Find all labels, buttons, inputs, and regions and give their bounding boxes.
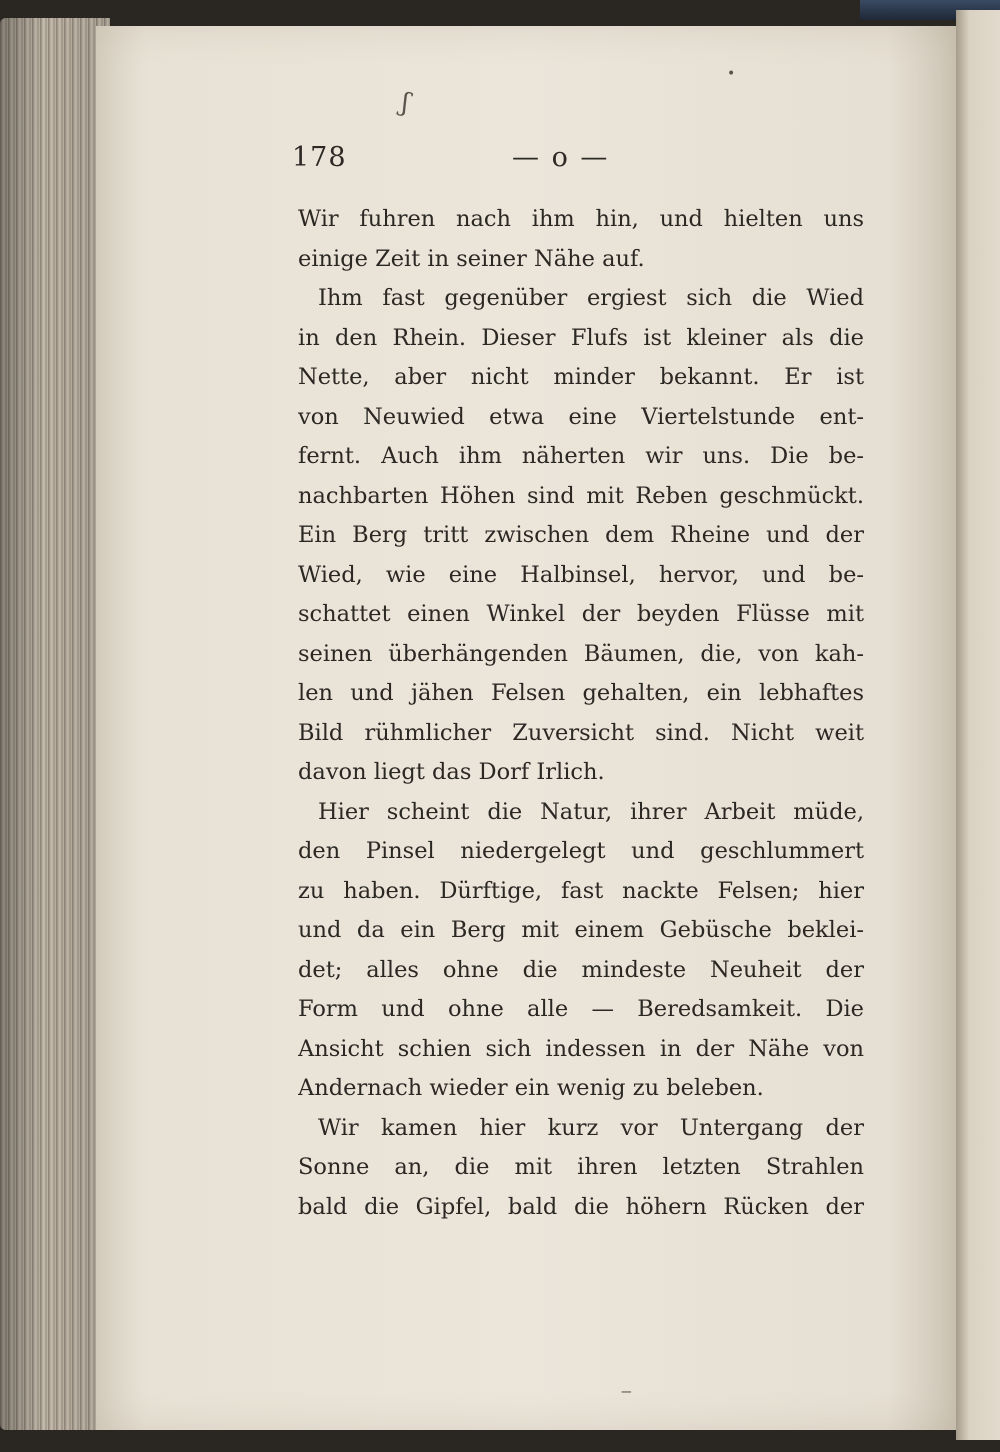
- text-line: Wied, wie eine Halbinsel, hervor, und be-: [298, 561, 864, 588]
- text-line: und da ein Berg mit einem Gebüsche beklei-: [298, 917, 864, 943]
- text-line: Wir fuhren nach ihm hin, und hielten uns: [298, 206, 864, 232]
- text-line: Wir kamen hier kurz vor Untergang der: [318, 1114, 864, 1141]
- page-edges-shadow: [0, 18, 110, 1430]
- text-line: bald die Gipfel, bald die höhern Rücken der: [298, 1193, 864, 1220]
- ink-mark: ʃ: [398, 87, 413, 119]
- body-text: [298, 200, 864, 1227]
- paragraph-3: [298, 793, 864, 1109]
- text-line: seinen überhängenden Bäumen, die, von kah-: [298, 640, 864, 667]
- text-line: schattet einen Winkel der beyden Flüsse mit: [298, 601, 864, 627]
- text-line: Ein Berg tritt zwischen dem Rheine und der: [298, 522, 864, 548]
- text-line: den Pinsel niedergelegt und geschlummert: [298, 838, 864, 864]
- paragraph-4: [298, 1109, 864, 1228]
- text-line: Hier scheint die Natur, ihrer Arbeit müde,: [318, 798, 864, 825]
- text-line: einige Zeit in seiner Nähe auf.: [298, 245, 645, 272]
- text-line: Bild rühmlicher Zuversicht sind. Nicht weit: [298, 719, 864, 746]
- text-line: Andernach wieder ein wenig zu beleben.: [298, 1075, 764, 1101]
- text-line: Ihm fast gegenüber ergiest sich die Wied: [318, 285, 864, 311]
- text-line: davon liegt das Dorf Irlich.: [298, 759, 605, 785]
- text-line: nachbarten Höhen sind mit Reben geschmückt.: [298, 482, 864, 509]
- text-line: Sonne an, die mit ihren letzten Strahlen: [298, 1154, 864, 1180]
- text-line: Nette, aber nicht minder bekannt. Er ist: [298, 364, 864, 390]
- page-number: 178: [292, 142, 347, 173]
- text-line: det; alles ohne die mindeste Neuheit der: [298, 956, 864, 983]
- text-line: Ansicht schien sich indessen in der Nähe von: [298, 1035, 864, 1062]
- text-line: in den Rhein. Dieser Flufs ist kleiner als die: [298, 324, 864, 351]
- ink-mark: •: [727, 66, 736, 82]
- adjacent-page-edge: [956, 10, 1000, 1440]
- text-line: von Neuwied etwa eine Viertelstunde ent-: [298, 403, 864, 430]
- text-line: zu haben. Dürftige, fast nackte Felsen; hier: [298, 877, 864, 904]
- paragraph-2: [298, 279, 864, 793]
- text-line: len und jähen Felsen gehalten, ein lebhaftes: [298, 680, 864, 706]
- paragraph-1: [298, 200, 864, 279]
- text-line: fernt. Auch ihm näherten wir uns. Die be-: [298, 443, 864, 469]
- text-line: Form und ohne alle — Beredsamkeit. Die: [298, 996, 864, 1022]
- ink-mark: ⁻: [620, 1382, 633, 1410]
- running-head: — o —: [512, 142, 610, 173]
- page-header: [292, 142, 862, 182]
